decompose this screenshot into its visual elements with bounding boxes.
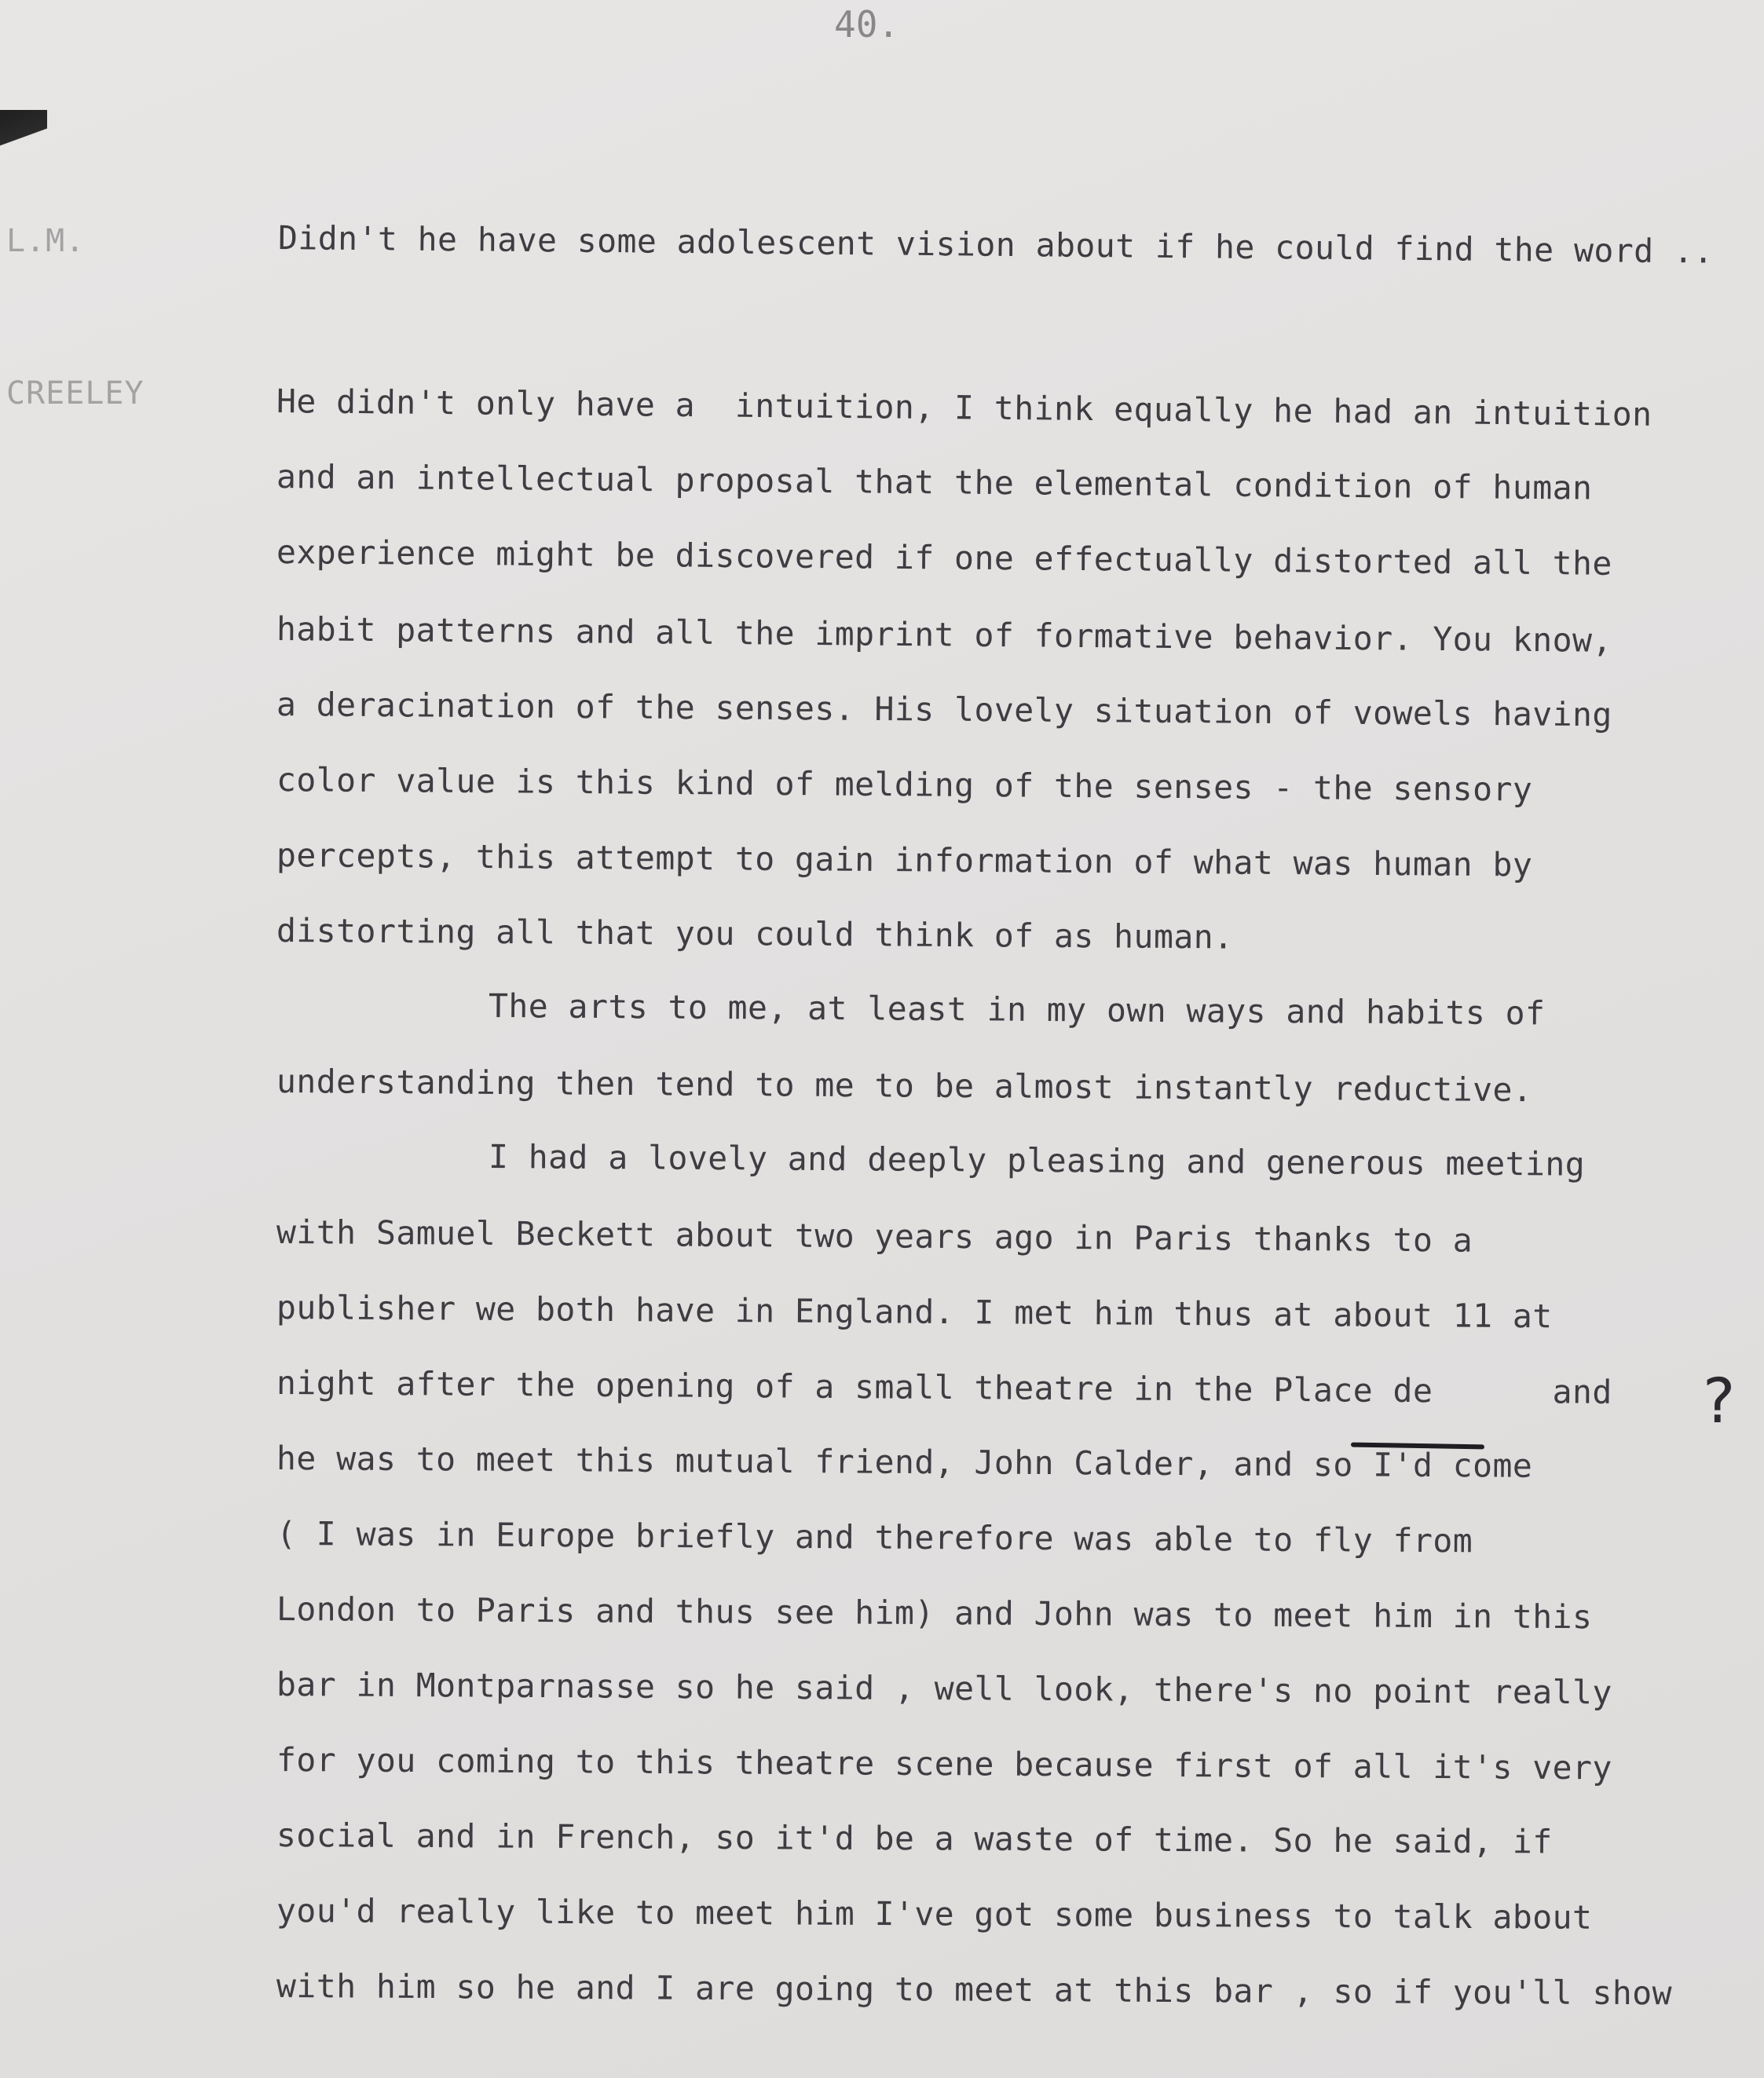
page-number: 40. — [834, 3, 900, 46]
margin-question-mark: ? — [1703, 1366, 1736, 1437]
answer-line-5: a deracination of the senses. His lovely situation of vowels having — [276, 685, 1612, 734]
answer-line-3: experience might be discovered if one effectually distorted all the — [276, 532, 1612, 583]
answer-line-1: He didn't only have a intuition, I think equally he had an intuition — [276, 382, 1652, 434]
answer-line-22: with him so he and I are going to meet at this bar , so if you'll show — [276, 1966, 1673, 2013]
answer-line-19: for you coming to this theatre scene because first of all it's very — [276, 1740, 1612, 1787]
answer-line-13: publisher we both have in England. I met him thus at about 11 at — [276, 1288, 1553, 1336]
answer-line-15: he was to meet this mutual friend, John Calder, and so I'd come — [276, 1439, 1533, 1485]
answer-line-21: you'd really like to meet him I've got some business to talk about — [276, 1891, 1593, 1937]
answer-line-12: with Samuel Beckett about two years ago in Paris thanks to a — [276, 1213, 1473, 1260]
answer-line-8: distorting all that you could think of as human. — [276, 911, 1234, 957]
answer-line-14: night after the opening of a small theatre in the Place de and — [276, 1363, 1612, 1411]
speaker-lm: L.M. — [6, 223, 86, 259]
answer-line-16: ( I was in Europe briefly and therefore was able to fly from — [276, 1514, 1473, 1560]
answer-line-2: and an intellectual proposal that the elemental condition of human — [276, 457, 1593, 507]
answer-line-18: bar in Montparnasse so he said , well look, there's no point really — [276, 1665, 1612, 1712]
answer-line-7: percepts, this attempt to gain information of what was human by — [276, 836, 1533, 884]
answer-line-11: I had a lovely and deeply pleasing and generous meeting — [488, 1137, 1586, 1184]
speaker-creeley: CREELEY — [6, 375, 145, 412]
question-text: Didn't he have some adolescent vision about if he could find the word .. — [277, 218, 1714, 271]
answer-line-6: color value is this kind of melding of the senses - the sensory — [276, 760, 1533, 809]
answer-line-17: London to Paris and thus see him) and John was to meet him in this — [276, 1590, 1593, 1637]
answer-line-4: habit patterns and all the imprint of formative behavior. You know, — [276, 609, 1612, 660]
answer-line-9: The arts to me, at least in my own ways and habits of — [488, 986, 1546, 1033]
answer-line-20: social and in French, so it'd be a waste of time. So he said, if — [276, 1816, 1553, 1861]
page-edge-shadow — [0, 110, 47, 157]
answer-line-10: understanding then tend to me to be almost instantly reductive. — [276, 1062, 1533, 1110]
